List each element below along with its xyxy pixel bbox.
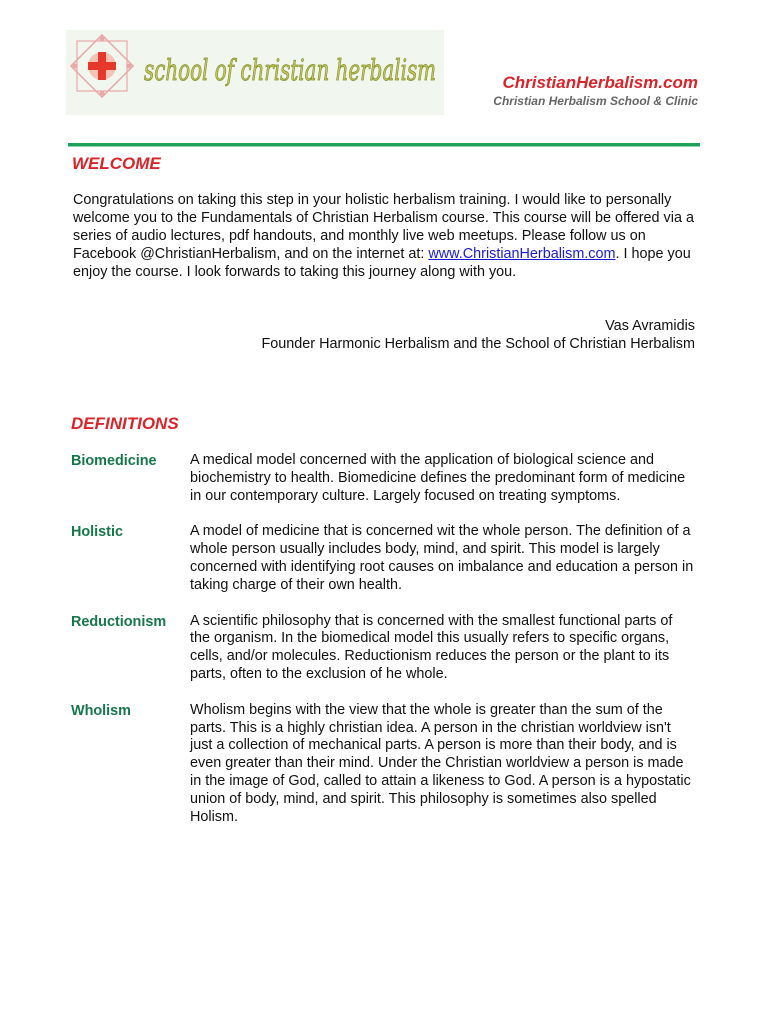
page-header <box>66 30 700 115</box>
header-divider <box>68 143 700 147</box>
definition-row <box>71 613 701 684</box>
website-link[interactable]: www.ChristianHerbalism.com <box>428 246 616 262</box>
welcome-text-start: Congratulations on taking this step in your holistic herbalism training. I would like to personally welcome you to the Fundamentals of Christian Herbalism course. This course will be offered via a series of audio lectures, pdf handouts, and monthly live web meetups. Please follow us on Facebook @ChristianHerbalism, and on the internet at: <box>73 192 694 262</box>
definition-text: A model of medicine that is concerned wit the whole person. The definition of a whole person usually includes body, mind, and spirit. This model is largely concerned with identifying root causes on imbalance and education a person in taking charge of their own health. <box>190 523 694 593</box>
definitions-list <box>71 452 701 844</box>
signature-name: Vas Avramidis <box>605 318 695 334</box>
logo-wordmark: school of christian herbalism <box>144 53 436 87</box>
site-name: ChristianHerbalism.com <box>502 73 698 92</box>
welcome-heading: WELCOME <box>72 154 161 173</box>
definition-term: Holistic <box>71 524 123 541</box>
definition-row <box>71 452 701 505</box>
definition-row <box>71 702 701 827</box>
definition-term: Reductionism <box>71 613 167 630</box>
definitions-heading: DEFINITIONS <box>71 414 179 433</box>
definition-term: Wholism <box>71 702 131 719</box>
definition-row <box>71 523 701 594</box>
welcome-paragraph <box>73 191 703 281</box>
definition-term: Biomedicine <box>71 453 157 469</box>
welcome-text-end: . I hope you enjoy the course. I look forwards to taking this journey along with you. <box>73 246 691 280</box>
signature-title: Founder Harmonic Herbalism and the School of Christian Herbalism <box>261 336 695 352</box>
school-logo <box>66 30 444 115</box>
definition-text: A medical model concerned with the application of biological science and biochemistry to health. Biomedicine defines the predominant form of medicine in our contemporary culture. Largely focused on treating symptoms. <box>190 452 686 504</box>
definition-text: Wholism begins with the view that the whole is greater than the sum of the parts. This is a highly christian idea. A person in the christian worldview isn't just a collection of mechanical parts. A person is more than their body, and is even greater than their mind. Under the Christian worldview a person is made in the image of God, called to attain a likeness to God. A person is a hypostatic union of body, mind, and spirit. This philosophy is sometimes also spelled Holism. <box>190 701 691 825</box>
signature <box>261 317 695 353</box>
definition-text: A scientific philosophy that is concerned with the smallest functional parts of the organism. In the biomedical model this usually refers to specific organs, cells, and/or molecules. Reductionism reduces the person or the plant to its parts, often to the exclusion of he whole. <box>190 612 673 682</box>
site-tagline: Christian Herbalism School & Clinic <box>493 94 698 108</box>
